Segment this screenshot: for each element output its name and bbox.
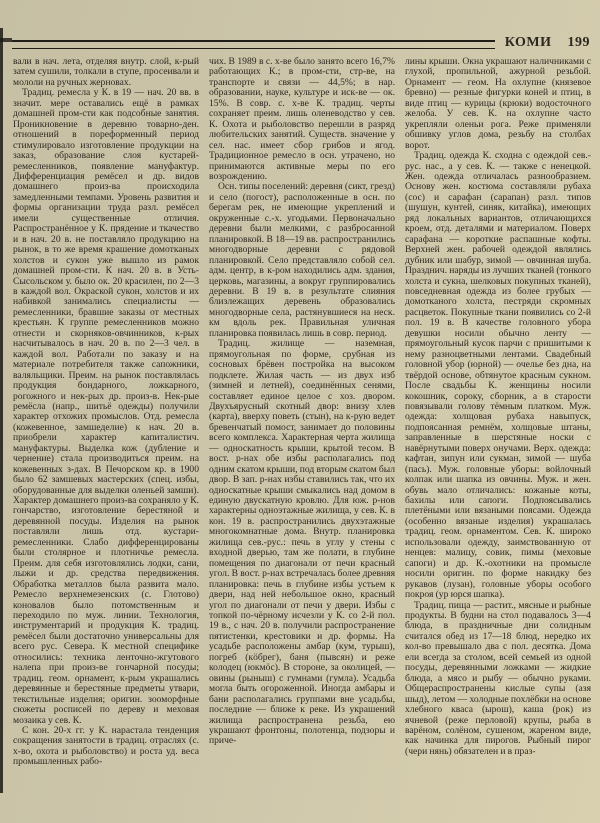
- paragraph: Традиц. одежда К. сходна с одеждой сев.-рус. нас., а у сев. К. — также с ненецкой. Жен. одежда отличалась разнообразием. Основу жен. костюма составляли рубаха (сос) и сарафан (сарапан) разл. типов (шушун, кунтей, синяк, китайка), имеющих ряд локальных вариантов, отличающихся кроем, отд. деталями и материалом. Поверх сарафана — короткие распашные кофты. Верхней жен. рабочей одеждой являлись дубник или шабур, зимой — овчинная шуба. Празднич. наряды из лучших тканей (тонкого холста и сукна, шелковых покупных тканей), повседневная одежда из более грубых — домотканого холста, пестряди скромных расцветок. Покупные ткани появились со 2-й пол. 19 в. В качестве головного убора девушки носили обычно ленту — прямоугольный кусок парчи с пришитыми к нему разноцветными лентами. Свадебный головной убор (юрной) — очелье без дна, на твёрдой основе, обтянутое красным сукном. После свадьбы К. женщины носили кокошник, сороку, сборник, а в старости повязывали голову тёмным платком. Муж. одежда: холщовая рубаха навыпуск, подпоясанная ремнём, холщовые штаны, заправленные в шерстяные носки с навёрнутыми поверх онучами. Верх. одежда: кафтан, зипун или сукман, зимой — шуба (пась). Муж. головные уборы: войлочный колпак или шапка из овчины. Муж. и жен. обувь мало отличались: кожаные коты, бахилы или сапоги. Подпоясывались плетёными или вязаными поясами. Одежда (особенно вязаные изделия) украшалась традиц. геом. орнаментом. Сев. К. широко использовали одежду, заимствованную от ненцев: малицу, совик, пимы (меховые сапоги) и др. К.-охотники на промысле носили оригин. по форме накидку без рукавов (лузан), головные уборы особого покроя (ур юрся шапка).: [405, 150, 591, 601]
- text-column-2: [209, 57, 395, 772]
- paragraph: Традиц. ремесла у К. в 19 — нач. 20 вв. в значит. мере оставались ещё в рамках домашней пром-сти как подсобные занятия. Проникновение в деревню товарно-ден. отношений в пореформенный период стимулировало изготовление продукции на заказ, образование слоя кустарей-ремесленников, появление мануфактур. Дифференциация ремёсел и др. видов домашнего произ-ва происходила замедленными темпами. Уровень развития и формы организации труда разл. ремёсел имели существенные отличия. Распространённое у К. прядение и ткачество и в нач. 20 в. не поставляло продукцию на рынок, в то же время крашение домотканых холстов и сукон уже вышло из рамок домашней пром-сти. К нач. 20 в. в Усть-Сысольском у. было ок. 20 красилен, по 2—3 в каждой вол. Окраской сукон, холстов и их набивкой занимались специалисты — ремесленники, бравшие заказы от местных крестьян. К группе ремесленников можно отнести и скорняков-овчинников, к-рых насчитывалось в нач. 20 в. по 2—3 чел. в каждой вол. Работали по заказу и на материале потребителя также сапожники, валяльщики. Преим. на рынок поставлялась продукция бондарного, ложкарного, рогожного и нек-рых др. произ-в. Нек-рые ремёсла (напр., шитьё одежды) получили характер отхожих промыслов. Отд. ремесла (кожевенное, замшеделие) к нач. 20 в. приобрели характер капиталистич. мануфактуры. Выделка кож (дубление и чернение) стала производиться преим. на кожевенных з-дах. В Печорском кр. в 1900 было 62 замшевых мастерских (спец. избы, оборудованные для выделки оленьей замши). Характер домашнего произ-ва сохраняло у К. гончарство, изготовление берестяной и деревянной посуды. Изделия на рынок поставляли лишь отд. кустари-ремесленники. Слабо дифференцированы были столярное и плотничье ремесла. Преим. для себя изготовлялись лодки, сани, лыжи и др. средства передвижения. Обработка металлов была развита мало. Ремесло верхнемезенских (с. Глотово) коновалов было потомственным и переходило по муж. линии. Технология, инструментарий и продукция К. традиц. ремёсел были достаточно универсальны для всего рус. Севера. К местной специфике относились: техника ленточно-жгутового налепа при произ-ве гончарной посуды; традиц. геом. орнамент, к-рым украшались деревянные и берестяные предметы утвари, текстильные изделия; оригин. зооморфные сюжеты росписей по дереву и меховая мозаика у сев. К.: [13, 87, 199, 726]
- text-column-1: [13, 57, 199, 772]
- paragraph: Традиц. жилище — наземная, прямоугольная по форме, срубная из сосновых брёвен постройка на высоком подклете. Жилая часть — из двух изб (зимней и летней), соединённых сенями, составляет единое целое с хоз. двором. Двухъярусный скотный двор: внизу хлев (карта), вверху поветь (стын), на к-рую ведет бревенчатый помост, занимает до половины всего комплекса. Характерная черта жилища — односкатность крыши, крытой тесом. В вост. р-нах обе избы располагались под одним скатом крыши, под вторым скатом был двор. В зап. р-нах избы ставились так, что их односкатные крыши смыкались над домом в единую двускатную кровлю. Для юж. р-нов характерны одноэтажные жилища, у сев. К. в кон. 19 в. распространились двухэтажные многокомнатные дома. Внутр. планировка жилища сев.-рус.: печь в углу у стены с входной дверью, там же полати, в глубине помещения по диагонали от печи красный угол. В вост. р-нах встречалась более древняя планировка: печь в глубине избы устьем к двери, над ней небольшое окно, красный угол по диагонали от печи у двери. Избы с топкой по-чёрному исчезли у К. со 2-й пол. 19 в., с нач. 20 в. получили распространение пятистенки, крестовики и др. формы. На усадьбе расположены амбар (кум, турыш), погреб (кöбрег), баня (пывсян) и реже колодец (юкмöс). В стороне, за околицей, — овины (рыныш) с гумнами (гумла). Усадьба могла быть огороженной. Иногда амбары и бани располагались группами вне усадьбы, последние — ближе к реке. Из украшений жилища распространена резьба, ею украшают фронтоны, полотенца, подзоры и приче-: [209, 338, 395, 747]
- running-head-title: КОМИ: [504, 35, 552, 50]
- paragraph: лины крыши. Окна украшают наличниками с глухой, пропильной, ажурной резьбой. Орнамент — геом. На охлупне (князевое бревно) — резные фигурки коней и птиц, в виде птиц — курицы (крюки) водосточного желоба. У сев. К. на охлупне часто укрепляли оленьи рога. Реже применяли обшивку углов дома, резьбу на столбах ворот.: [405, 57, 591, 151]
- paragraph: С кон. 20-х гг. у К. нарастала тенденция сокращения занятости в традиц. отраслях (с. х-во, охота и рыболовство) и роста уд. веса промышленных рабо-: [13, 725, 199, 768]
- paragraph: вали в нач. лета, отделяя внутр. слой, к-рый затем сушили, толкали в ступе, просеивали и мололи на ручных жерновах.: [13, 57, 199, 88]
- scan-edge-mark: [0, 38, 12, 42]
- page-header: [12, 34, 590, 52]
- paragraph: Осн. типы поселений: деревня (сикт, грезд) и село (погост), расположенные в осн. по берегам рек, не имеющие укреплений и окруженные с.-х. угодьями. Первоначально деревни были мелкими, с разбросанной планировкой. В 18—19 вв. распространились многодворные деревни с рядовой планировкой. Село представляло собой сел. адм. центр, в к-ром находились адм. здания, церковь, магазины, а вокруг группировались деревни. В 19 в. в результате слияния близлежащих деревень образовались многодворные села, растянувшиеся на неск. км вдоль рек. Правильная уличная планировка появилась лишь в совр. период.: [209, 181, 395, 339]
- scan-edge-line: [0, 28, 3, 793]
- page-number: 199: [567, 35, 590, 50]
- text-column-3: [405, 57, 591, 772]
- header-rule: [12, 40, 495, 49]
- running-head: [505, 35, 590, 51]
- text-columns: [13, 57, 591, 772]
- paragraph: чих. В 1989 в с. х-ве было занято всего 16,7% работающих К.; в пром-сти, стр-ве, на транспорте и связи — 44,5%; в нар. образовании, науке, культуре и иск-ве — ок. 15%. В совр. с. х-ве К. традиц. черты сохраняет преим. лишь оленеводство у сев. К. Охота и рыболовство перешли в разряд любительских занятий. Существ. значение у сел. нас. имеет сбор грибов и ягод. Традиционное ремесло в осн. утрачено, но принимаются активные меры по его возрождению.: [209, 57, 395, 182]
- paragraph: Традиц. пища — растит., мясные и рыбные продукты. В будни на стол подавалось 3—4 блюда, в праздничные дни солидным считался обед из 17—18 блюд, нередко их кол-во превышало два с пол. десятка. Дома ели всегда за столом, всей семьей из одной посуды, деревянными ложками — жидкие блюда, а мясо и рыбу — обычно руками. Общераспространены кислые супы (азя шыд), летом — холодные похлёбки на основе хлебного кваса (ырош), каша (рок) из ячневой (реже перловой) крупы, рыба в варёном, солёном, сушеном, жареном виде, как начинка для пирогов. Рыбный пирог (чери нянь) обязателен и в праз-: [405, 599, 591, 757]
